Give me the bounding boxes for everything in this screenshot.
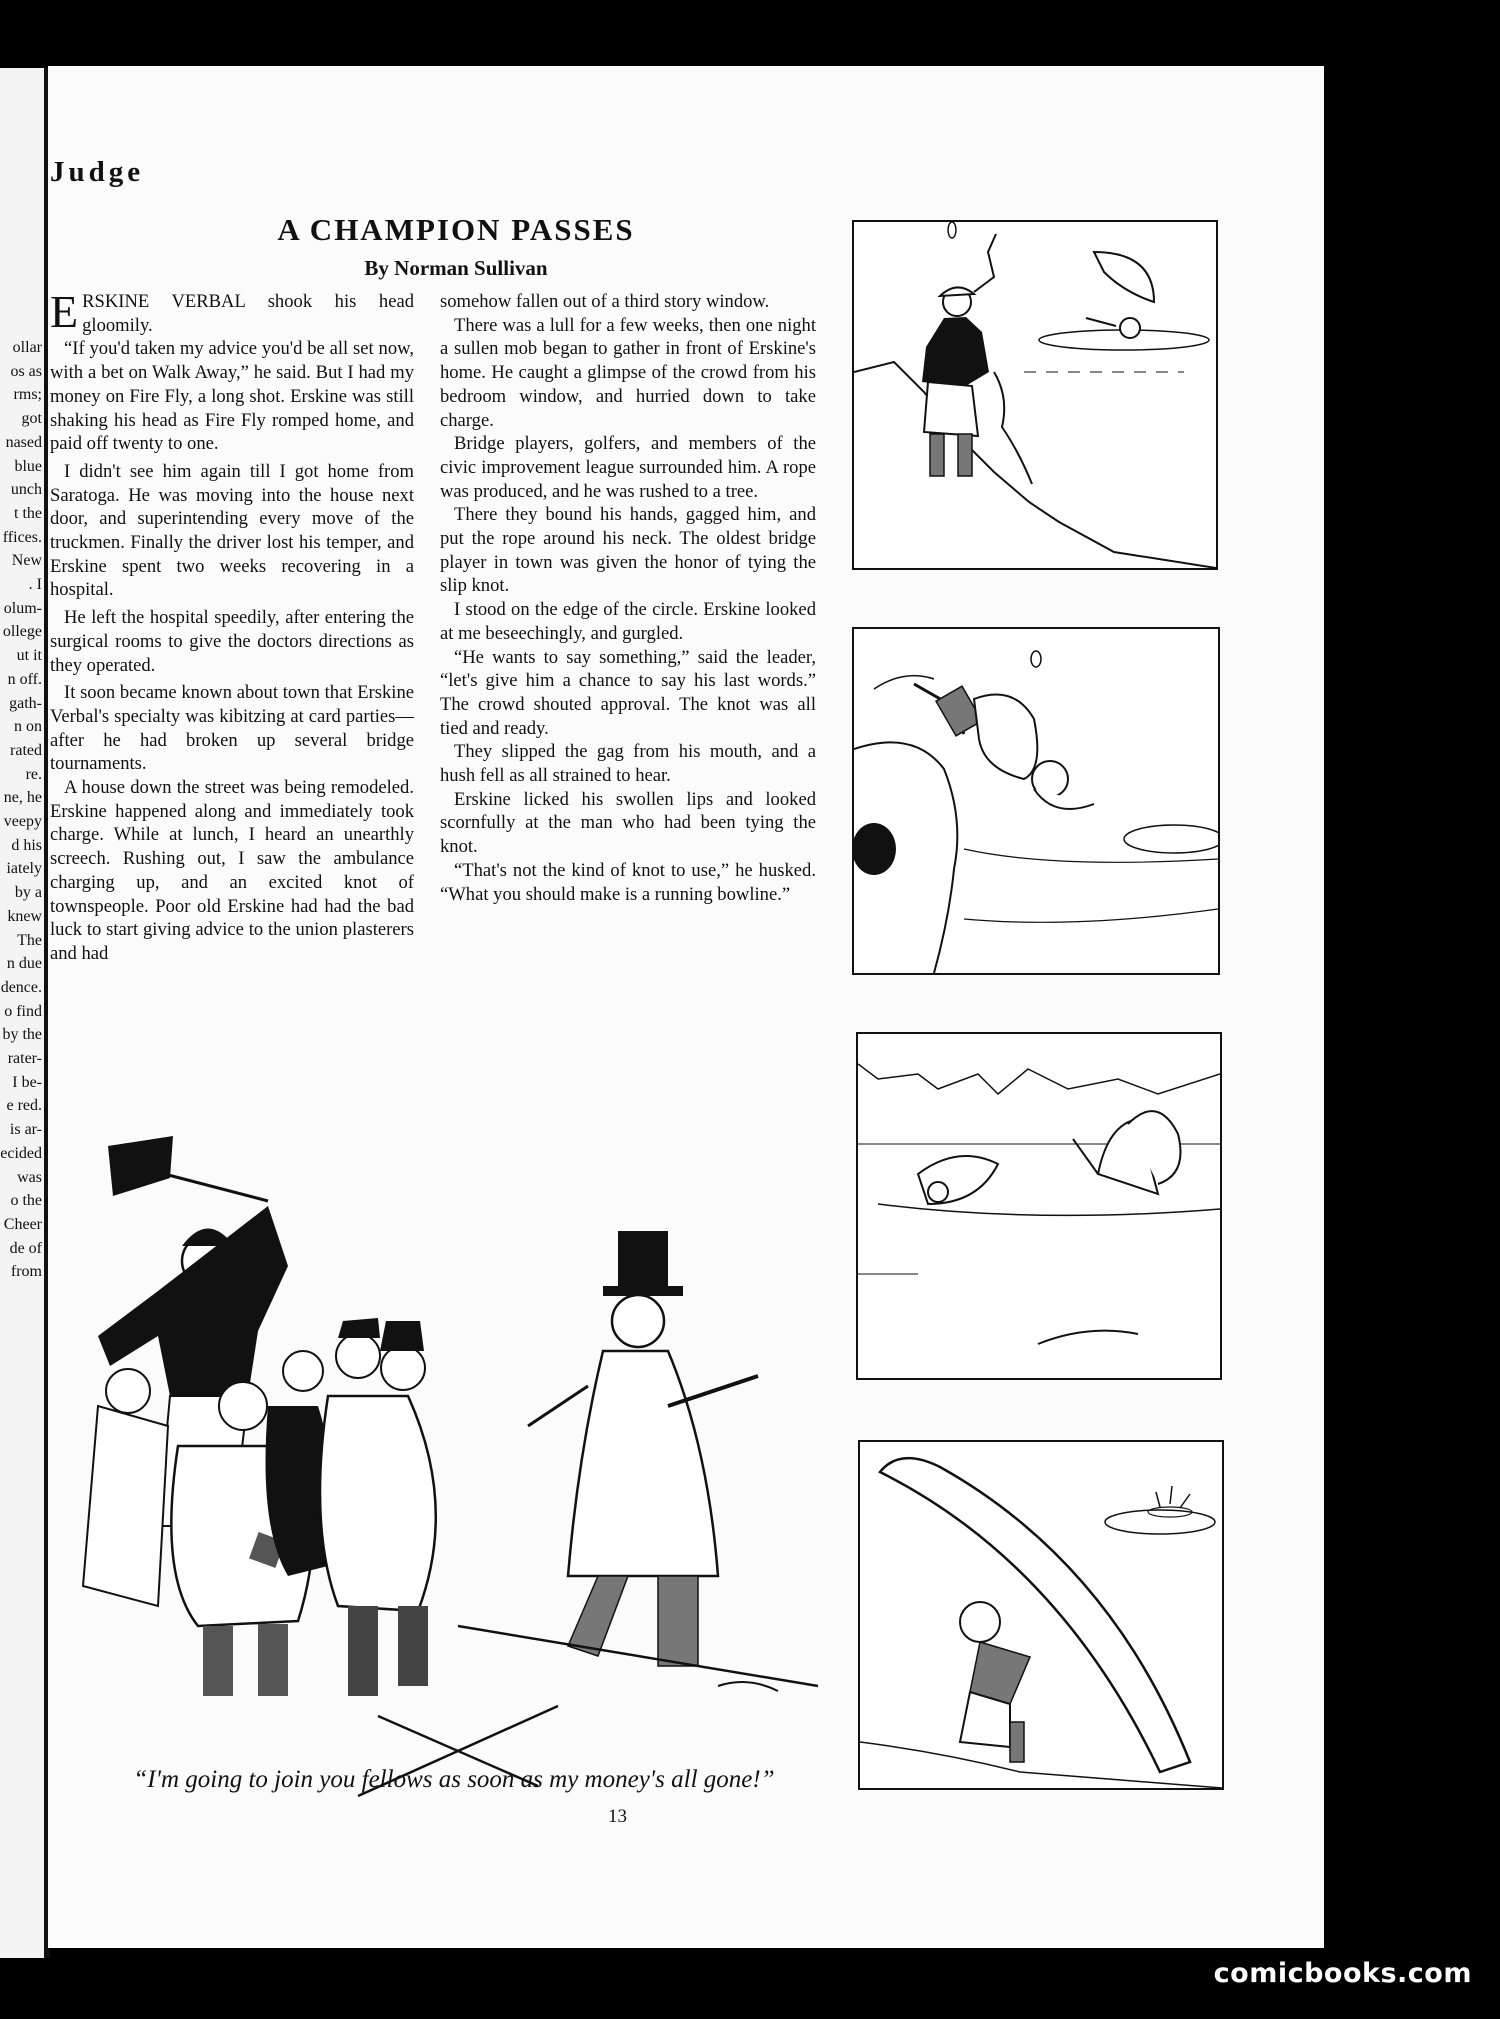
left-page-text-fragment: ffices. (2, 528, 42, 546)
left-page-text-fragment: olum- (3, 599, 42, 617)
left-page-text-fragment: t the (14, 504, 42, 522)
comic-panel-2 (852, 627, 1220, 975)
left-page-text-fragment: was (17, 1168, 42, 1186)
paragraph: ERSKINE VERBAL shook his head gloomily. (50, 286, 414, 337)
paragraph: A house down the street was being remodeled. Erskine happened along and immediately took charge. While at lunch, I heard an unearthly screech. Rushing out, I saw the ambulance charging up, and an excited knot of townspeople. Poor old Erskine had had the bad luck to start giving advice to the union plasterers and had (50, 777, 414, 964)
left-page-text-fragment: from (10, 1263, 42, 1281)
left-page-text-fragment: New (11, 552, 42, 570)
left-page-text-fragment: unch (10, 481, 42, 499)
left-page-text-fragment: blue (14, 457, 42, 475)
left-page-text-fragment: by a (14, 884, 42, 902)
left-page-text-fragment: d his (11, 836, 42, 854)
crowd-cartoon-drawing (58, 1106, 828, 1806)
paragraph: There they bound his hands, gagged him, and put the rope around his neck. The oldest bridge player in town was given the honor of tying the slip knot. (440, 504, 816, 597)
paragraph: I stood on the edge of the circle. Erskine looked at me beseechingly, and gurgled. (440, 599, 816, 644)
left-page-text-fragment: ollege (2, 623, 42, 641)
left-page-text-fragment: Cheer (3, 1215, 42, 1233)
left-page-text-fragment: e red. (6, 1097, 42, 1115)
left-page-text-fragment: n off. (7, 670, 42, 688)
left-page-text-fragment: I be- (12, 1073, 42, 1091)
comic-panel-3 (856, 1032, 1222, 1380)
paragraph: Bridge players, golfers, and members of the civic improvement league surrounded him. A rope was produced, and he was rushed to a tree. (440, 433, 816, 502)
left-page-text-fragment: iately (6, 860, 42, 878)
comic-panel-4 (858, 1440, 1224, 1790)
paragraph: I didn't see him again till I got home from Saratoga. He was moving into the house next door, and superintending every move of the truckmen. Finally the driver lost his temper, and Erskine spent two weeks recovering in a hospital. (50, 460, 414, 601)
page-number: 13 (608, 1806, 627, 1827)
left-page-text-fragment: . I (28, 576, 42, 593)
left-page-text-fragment: rated (10, 741, 42, 759)
left-page-text-fragment: The (17, 931, 42, 949)
drop-cap: E (50, 286, 79, 337)
paragraph: somehow fallen out of a third story window. (440, 291, 770, 312)
left-page-text-fragment: knew (7, 907, 42, 925)
left-page-text-fragment: got (21, 410, 42, 428)
text-column-2 (440, 290, 816, 906)
panel-1-drawing (854, 222, 1216, 568)
panel-2-drawing (854, 629, 1218, 973)
paragraph: There was a lull for a few weeks, then one night a sullen mob began to gather in front of Erskine's home. He caught a glimpse of the crowd from his bedroom window, and hurried down to take charge. (440, 314, 816, 431)
paragraph: It soon became known about town that Erskine Verbal's specialty was kibitzing at card parties—after he had broken up several bridge tournaments. (50, 682, 414, 775)
paragraph: They slipped the gag from his mouth, and a hush fell as all strained to hear. (440, 741, 816, 787)
paragraph: “He wants to say something,” said the leader, “let's give him a chance to say his last words.” The crowd shouted approval. The knot was all tied and ready. (440, 646, 816, 739)
left-page-text-fragment: is ar- (9, 1121, 42, 1139)
text-column-1 (50, 286, 414, 966)
left-page-text-fragment: rms; (13, 386, 42, 404)
left-page-text-fragment: ecided (0, 1144, 42, 1162)
left-page-text-fragment: by the (2, 1026, 42, 1044)
left-page-text-fragment: veepy (3, 813, 42, 830)
left-page-text-fragment: dence. (0, 978, 42, 996)
left-page-text-fragment: gath- (9, 694, 42, 712)
left-page-text-fragment: nased (5, 433, 42, 451)
panel-4-drawing (860, 1442, 1222, 1788)
crowd-cartoon (58, 1106, 828, 1806)
cartoon-caption: “I'm going to join you fellows as soon as my money's all gone!” (133, 1766, 775, 1793)
article-title: A CHAMPION PASSES (277, 212, 635, 247)
adjacent-page-edge (0, 68, 50, 1958)
left-page-text-fragment: o the (10, 1192, 42, 1210)
left-page-text-fragment: de of (9, 1239, 42, 1257)
left-page-text-fragment: n on (14, 718, 42, 736)
left-page-text-fragment: re. (25, 765, 42, 783)
left-page-text-fragment: os as (10, 362, 42, 380)
site-watermark: comicbooks.com (1213, 1958, 1472, 1989)
left-page-text-fragment: rater- (7, 1050, 42, 1067)
article-byline: By Norman Sullivan (364, 256, 548, 280)
left-page-text-fragment: ne, he (3, 789, 42, 807)
paragraph: Erskine licked his swollen lips and looked scornfully at the man who had been tying the knot. (440, 788, 816, 858)
left-page-text-fragment: ollar (12, 339, 42, 356)
comic-panel-1 (852, 220, 1218, 570)
panel-3-drawing (858, 1034, 1220, 1378)
left-page-text-fragment: o find (4, 1002, 42, 1020)
paragraph: “That's not the kind of knot to use,” he husked. “What you should make is a running bowline.” (440, 859, 816, 905)
left-page-text-fragment: ut it (16, 647, 42, 665)
paragraph: “If you'd taken my advice you'd be all set now, with a bet on Walk Away,” he said. But I had my money on Fire Fly, a long shot. Erskine was still shaking his head as Fire Fly romped home, and paid off twenty to one. (50, 338, 414, 455)
magazine-name: Judge (50, 156, 145, 188)
left-page-text-fragment: n due (6, 955, 42, 973)
magazine-page (48, 66, 1324, 1948)
paragraph: He left the hospital speedily, after entering the surgical rooms to give the doctors directions as they operated. (50, 607, 414, 676)
